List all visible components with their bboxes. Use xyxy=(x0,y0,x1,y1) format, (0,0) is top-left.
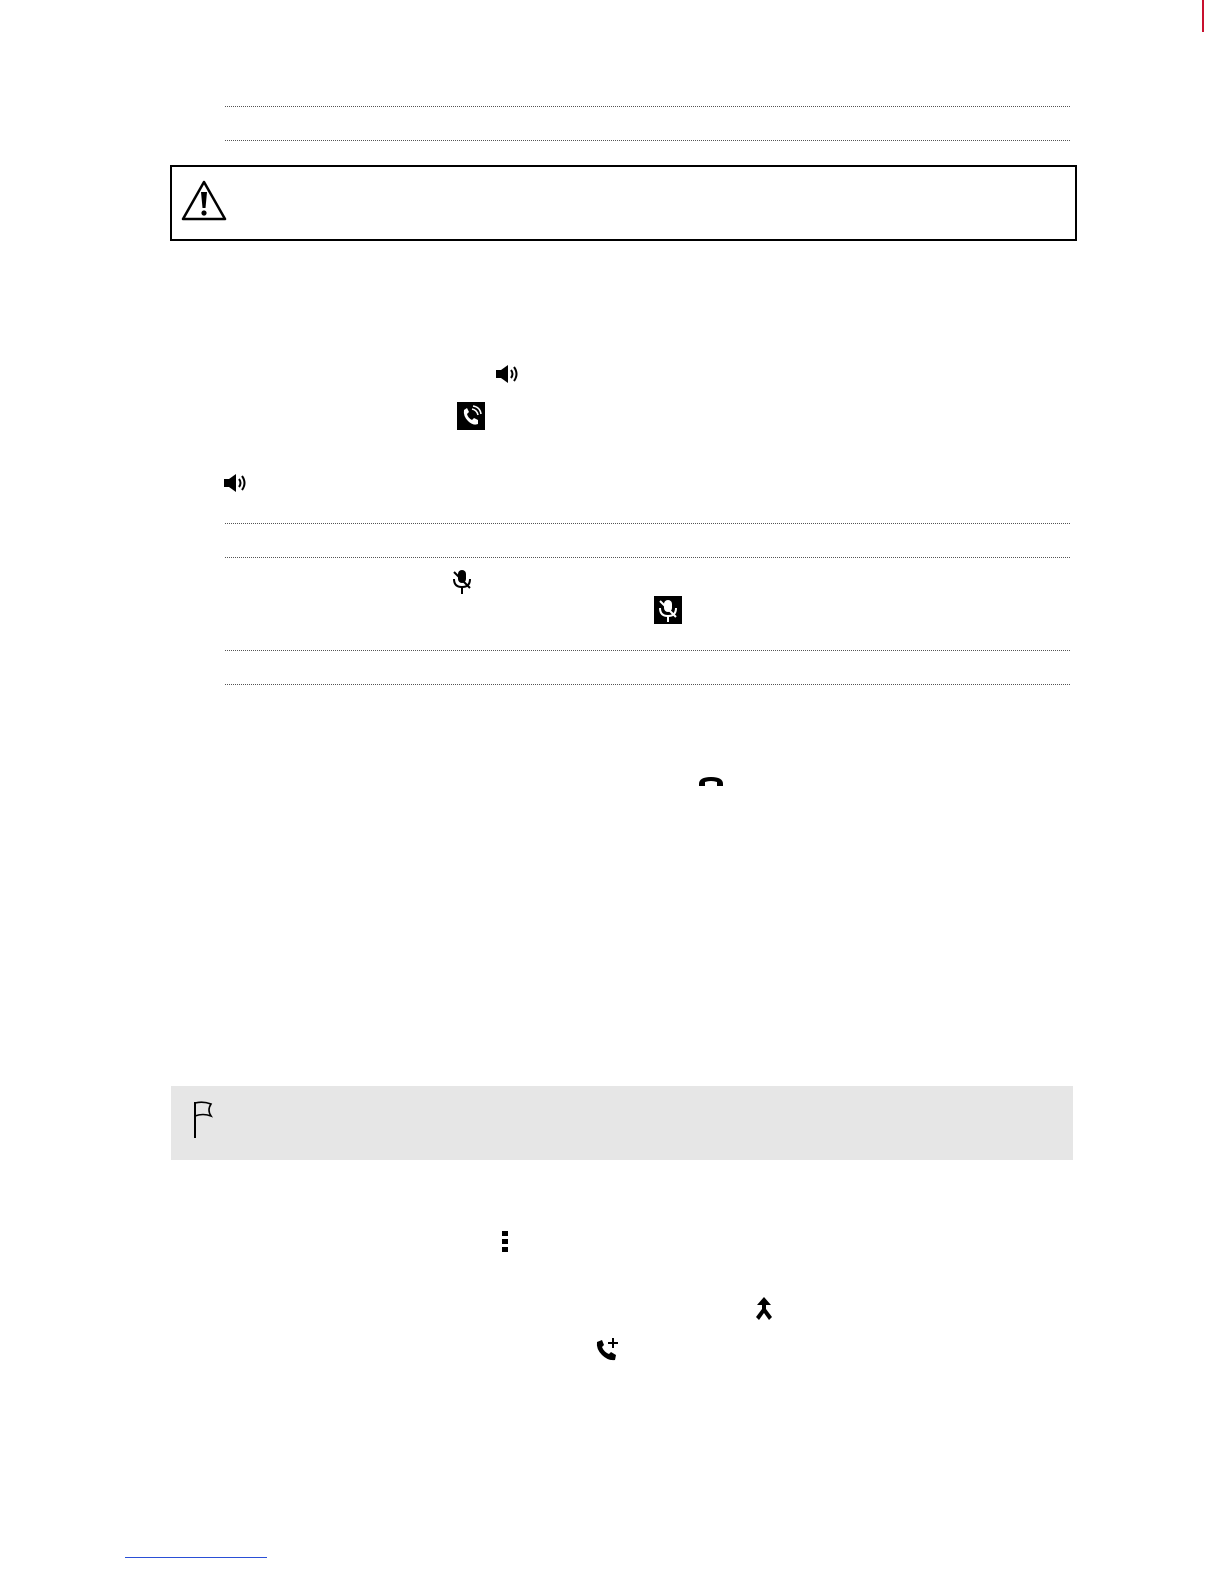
separator-5 xyxy=(225,650,1070,651)
end-call-icon xyxy=(697,775,725,787)
footer-link[interactable] xyxy=(125,1557,267,1558)
warning-triangle-icon xyxy=(180,179,228,223)
tip-box xyxy=(171,1086,1073,1160)
separator-1 xyxy=(225,106,1070,107)
page-edge-rule xyxy=(1202,0,1204,32)
speaker-icon-2 xyxy=(223,472,251,494)
warning-box xyxy=(170,165,1077,241)
mute-mic-on-icon xyxy=(654,596,682,624)
speaker-icon xyxy=(495,363,523,385)
speakerphone-on-icon xyxy=(457,402,485,430)
merge-calls-icon xyxy=(753,1296,775,1322)
overflow-menu-icon xyxy=(500,1230,510,1254)
add-call-icon xyxy=(594,1336,622,1362)
separator-3 xyxy=(225,523,1070,524)
separator-2 xyxy=(225,140,1070,141)
separator-6 xyxy=(225,684,1070,685)
separator-4 xyxy=(225,557,1070,558)
mute-mic-icon xyxy=(451,569,473,595)
tip-flag-icon xyxy=(191,1100,215,1140)
